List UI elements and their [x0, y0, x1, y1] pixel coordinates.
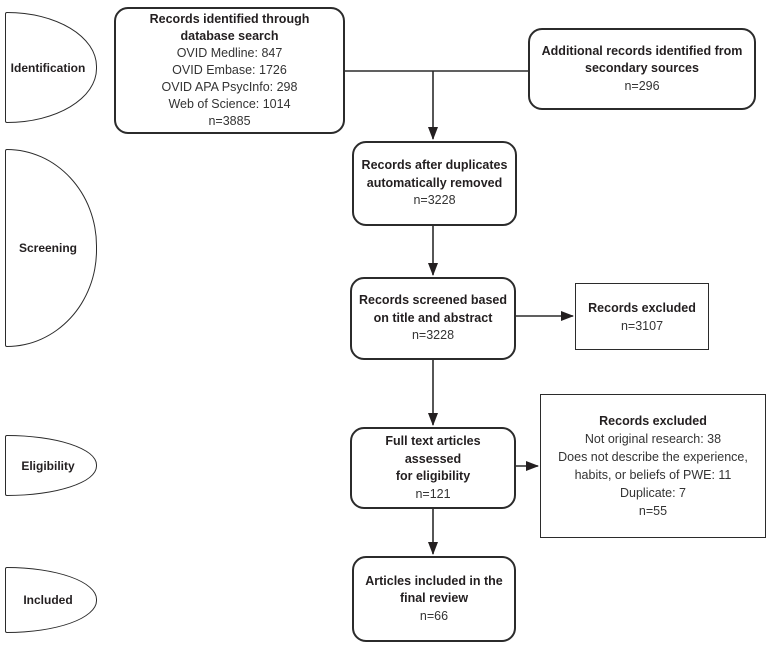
box-title-line: Records identified through: [149, 12, 310, 26]
stage-identification-label: Identification: [10, 60, 86, 75]
box-excluded-screening: [575, 283, 709, 350]
stage-eligibility-label: Eligibility: [21, 458, 75, 473]
box-title-line: Records after duplicates: [361, 158, 508, 173]
box-title-line: automatically removed: [366, 175, 503, 190]
total-count: n=3228: [413, 193, 456, 208]
box-title-line: Records screened based: [359, 293, 507, 308]
box-fulltext-assessed: [350, 427, 516, 509]
box-title-line: final review: [399, 591, 469, 606]
total-count: n=3885: [208, 114, 251, 128]
box-excluded-fulltext: [540, 394, 766, 538]
box-title-line: Records excluded: [588, 300, 696, 315]
box-records-identified: [114, 7, 345, 134]
source-count: OVID Embase: 1726: [172, 63, 287, 77]
total-count: n=66: [419, 608, 449, 623]
box-title-line: Additional records identified from: [541, 43, 743, 58]
total-count: n=3228: [411, 328, 455, 343]
box-title-line: database search: [180, 29, 279, 43]
box-title-line: on title and abstract: [373, 310, 493, 325]
stage-identification: [5, 12, 97, 123]
source-count: Web of Science: 1014: [168, 97, 291, 111]
box-title-line: Records excluded: [599, 414, 707, 428]
box-articles-included: [352, 556, 516, 642]
source-count: OVID APA PsycInfo: 298: [161, 80, 298, 94]
exclusion-reason: Duplicate: 7: [619, 486, 686, 500]
source-count: OVID Medline: 847: [176, 46, 283, 60]
stage-eligibility: [5, 435, 97, 496]
total-count: n=296: [624, 78, 660, 93]
exclusion-reason: Does not describe the experience,: [558, 450, 748, 464]
stage-included-label: Included: [23, 593, 73, 607]
box-duplicates-removed: [352, 141, 517, 226]
box-secondary-sources: [528, 28, 756, 110]
box-title-line: secondary sources: [585, 61, 699, 76]
box-title-line: for eligibility: [395, 469, 471, 483]
exclusion-reason: Not original research: 38: [584, 432, 722, 446]
total-count: n=3107: [620, 318, 664, 333]
stage-included: [5, 567, 97, 633]
box-title-line: Articles included in the: [365, 573, 503, 588]
exclusion-reason: habits, or beliefs of PWE: 11: [574, 468, 732, 482]
box-title-line: Full text articles assessed: [385, 434, 481, 466]
total-count: n=121: [415, 486, 451, 501]
box-records-screened: [350, 277, 516, 360]
stage-screening: [5, 149, 97, 347]
total-count: n=55: [638, 504, 668, 518]
stage-screening-label: Screening: [18, 241, 78, 255]
